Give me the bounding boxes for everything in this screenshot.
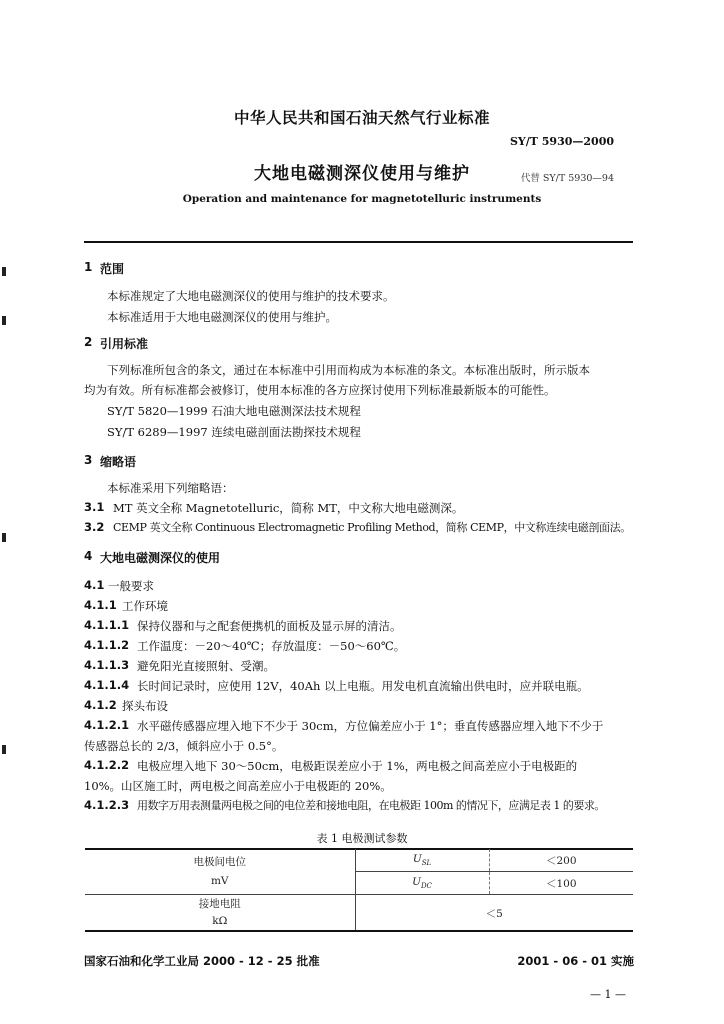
section-2-heading: 引用标准 [100, 337, 149, 351]
clause-number: 4.1.2.2 [84, 758, 130, 772]
table-row [85, 895, 633, 932]
symbol-subscript: SL [421, 859, 432, 868]
normative-reference: SY/T 6289—1997 连续电磁剖面法勘探技术规程 [107, 425, 361, 439]
normative-reference: SY/T 5820—1999 石油大地电磁测深法技术规程 [107, 404, 361, 418]
approval-line: 国家石油和化学工业局 2000 - 12 - 25 批准 [84, 954, 320, 968]
clause-text: 探头布设 [122, 699, 168, 713]
table-caption: 表 1 电极测试参数 [316, 832, 408, 845]
document-title-english: Operation and maintenance for magnetotelluric instruments [182, 193, 542, 205]
table-cell-unit: mV [210, 874, 229, 887]
clause-number: 4.1.1 [84, 598, 117, 612]
clause-text: 一般要求 [108, 579, 154, 593]
clause-text: 水平磁传感器应埋入地下不少于 30cm，方位偏差应小于 1°；垂直传感器应埋入地下不少于 [137, 719, 604, 733]
clause-text: 工作温度：－20～40℃；存放温度：－50～60℃。 [137, 639, 406, 653]
header-divider [84, 241, 633, 243]
section-1-paragraph: 本标准适用于大地电磁测深仪的使用与维护。 [107, 310, 337, 324]
abbreviation-definition: CEMP 英文全称 Continuous Electromagnetic Profiling Method，简称 CEMP，中文称连续电磁剖面法。 [113, 521, 631, 534]
clause-number: 4.1.2 [84, 698, 117, 712]
clause-text: 工作环境 [122, 599, 168, 613]
section-3-paragraph: 本标准采用下列缩略语： [107, 481, 234, 495]
symbol-u-dc: U [412, 875, 421, 888]
clause-number: 3.2 [84, 520, 105, 534]
clause-text: 用数字万用表测量两电极之间的电位差和接地电阻，在电极距 100m 的情况下，应满足表 1 的要求。 [137, 799, 605, 812]
clause-number: 4.1.2.3 [84, 798, 130, 812]
section-1-number: 1 [84, 260, 93, 274]
clause-number: 4.1.1.3 [84, 658, 130, 672]
symbol-subscript: DC [420, 882, 432, 891]
section-2-paragraph: 下列标准所包含的条文，通过在本标准中引用而构成为本标准的条文。本标准出版时，所示版本 [107, 363, 590, 377]
section-4-number: 4 [84, 549, 93, 563]
section-3-number: 3 [84, 453, 93, 467]
agency-title: 中华人民共和国石油天然气行业标准 [233, 109, 490, 127]
table-cell [85, 895, 355, 932]
clause-number: 4.1 [84, 578, 105, 592]
table-cell [355, 872, 489, 895]
implementation-date: 2001 - 06 - 01 实施 [517, 954, 634, 968]
clause-text: 传感器总长的 2/3，倾斜应小于 0.5°。 [84, 739, 284, 753]
section-1-heading: 范围 [100, 262, 125, 276]
section-3-heading: 缩略语 [100, 455, 137, 469]
clause-number: 4.1.1.4 [84, 678, 130, 692]
table-cell: ＜100 [489, 872, 633, 895]
table-row [85, 849, 633, 872]
page-number: — 1 — [590, 988, 626, 1001]
scan-mark [2, 267, 6, 276]
clause-text: 10%。山区施工时，两电极之间高差应小于电极距的 20%。 [84, 779, 392, 793]
clause-number: 4.1.1.1 [84, 618, 130, 632]
replaces-note: 代替 SY/T 5930—94 [520, 173, 614, 184]
scan-mark [2, 316, 6, 325]
section-2-paragraph: 均为有效。所有标准都会被修订，使用本标准的各方应探讨使用下列标准最新版本的可能性。 [84, 383, 556, 397]
section-1-paragraph: 本标准规定了大地电磁测深仪的使用与维护的技术要求。 [107, 289, 395, 303]
scan-mark [2, 745, 6, 754]
clause-text: 避免阳光直接照射、受潮。 [137, 659, 275, 673]
table-cell [85, 849, 355, 895]
symbol-u-sl: U [412, 852, 422, 865]
table-cell [355, 849, 489, 872]
standard-number: SY/T 5930—2000 [509, 135, 614, 148]
table-cell-label: 电极间电位 [193, 855, 246, 868]
document-title: 大地电磁测深仪使用与维护 [254, 164, 470, 184]
section-2-number: 2 [84, 335, 93, 349]
electrode-parameters-table [85, 849, 633, 931]
section-4-heading: 大地电磁测深仪的使用 [100, 551, 221, 565]
table-cell: ＜5 [485, 907, 503, 920]
scan-mark [2, 533, 6, 542]
clause-text: 长时间记录时，应使用 12V，40Ah 以上电瓶。用发电机直流输出供电时，应并联电瓶。 [137, 679, 589, 693]
table-cell: ＜200 [489, 849, 633, 872]
abbreviation-definition: MT 英文全称 Magnetotelluric，简称 MT，中文称大地电磁测深。 [113, 501, 464, 515]
clause-number: 4.1.1.2 [84, 638, 130, 652]
clause-number: 4.1.2.1 [84, 718, 130, 732]
clause-text: 电极应埋入地下 30～50cm，电极距误差应小于 1%，两电极之间高差应小于电极距的 [137, 759, 578, 773]
table-cell-unit: kΩ [212, 915, 228, 927]
table-cell-label: 接地电阻 [198, 898, 241, 910]
table-bottom-rule [85, 930, 633, 932]
clause-number: 3.1 [84, 500, 105, 514]
clause-text: 保持仪器和与之配套便携机的面板及显示屏的清洁。 [137, 619, 402, 633]
